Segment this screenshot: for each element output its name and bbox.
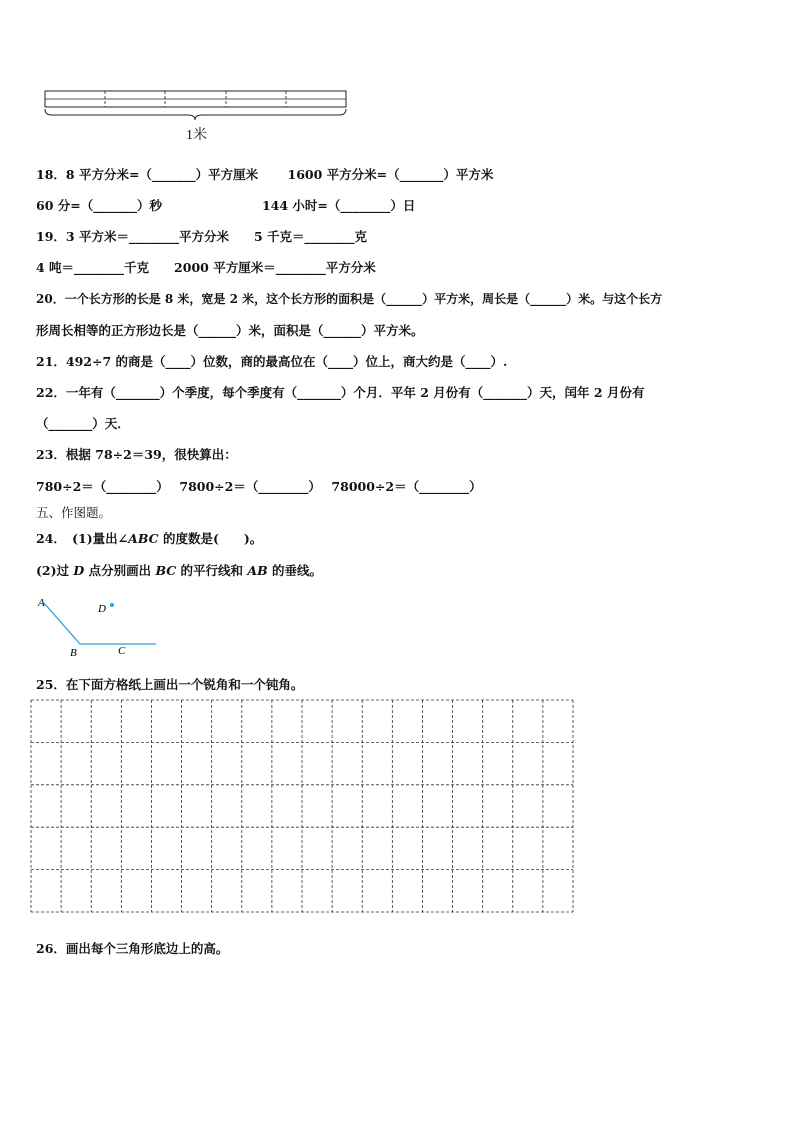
q20-line1: 20．一个长方形的长是 8 米，宽是 2 米，这个长方形的面积是（______）平方米，周长是（______）米。与这个长方 bbox=[36, 292, 663, 306]
point-d bbox=[110, 603, 114, 607]
q23-line2: 780÷2＝（________） 7800÷2＝（________） 78000÷2＝（________） bbox=[36, 479, 482, 494]
q24-line2-mid2: 的平行线和 bbox=[176, 563, 248, 578]
q23-line1: 23．根据 78÷2＝39，很快算出： bbox=[36, 447, 237, 462]
label-d: D bbox=[98, 603, 106, 615]
q25-line1: 25．在下面方格纸上画出一个锐角和一个钝角。 bbox=[36, 677, 304, 692]
q24-line2-suffix: 的垂线。 bbox=[267, 563, 323, 578]
q24-line2 bbox=[36, 563, 322, 579]
q24-line1-prefix: 24． (1)量出∠ bbox=[36, 531, 129, 546]
q24-angle-name: ABC bbox=[128, 531, 159, 546]
q20-line2: 形周长相等的正方形边长是（______）米，面积是（______）平方米。 bbox=[36, 323, 424, 338]
meter-ruler-figure bbox=[44, 90, 350, 122]
q24-line2-mid1: 点分别画出 bbox=[84, 563, 156, 578]
q24-line1 bbox=[36, 531, 262, 547]
q19-line2: 4 吨＝________千克 2000 平方厘米＝________平方分米 bbox=[36, 260, 376, 275]
ruler-label: 1米 bbox=[186, 128, 207, 143]
q24-line1-suffix: 的度数是( )。 bbox=[158, 531, 263, 546]
label-a: A bbox=[38, 597, 45, 609]
section5-title: 五、作图题。 bbox=[36, 505, 112, 520]
q22-line1: 22．一年有（_______）个季度，每个季度有（_______）个月．平年 2 月份有（_______）天，闰年 2 月份有 bbox=[36, 385, 645, 400]
q19-line1: 19．3 平方米＝________平方分米 5 千克＝________克 bbox=[36, 229, 367, 244]
angle-abc-figure bbox=[34, 592, 164, 660]
q21-line1: 21．492÷7 的商是（____）位数，商的最高位在（____）位上，商大约是（____）. bbox=[36, 354, 508, 369]
label-c: C bbox=[118, 645, 126, 657]
q18-line2: 60 分=（_______）秒 144 小时=（________）日 bbox=[36, 198, 416, 213]
q22-line2: （_______）天． bbox=[36, 416, 130, 431]
grid-paper bbox=[30, 699, 574, 913]
q24-point-d-ref: D bbox=[73, 563, 85, 578]
ray-ba bbox=[44, 603, 80, 644]
q24-ab-ref: AB bbox=[247, 563, 268, 578]
q24-bc-ref: BC bbox=[155, 563, 177, 578]
q26-line1: 26．画出每个三角形底边上的高。 bbox=[36, 941, 229, 956]
q24-line2-prefix: (2)过 bbox=[36, 563, 74, 578]
q18-line1: 18．8 平方分米=（_______）平方厘米 1600 平方分米=（_______）平方米 bbox=[36, 167, 494, 182]
label-b: B bbox=[70, 647, 77, 659]
